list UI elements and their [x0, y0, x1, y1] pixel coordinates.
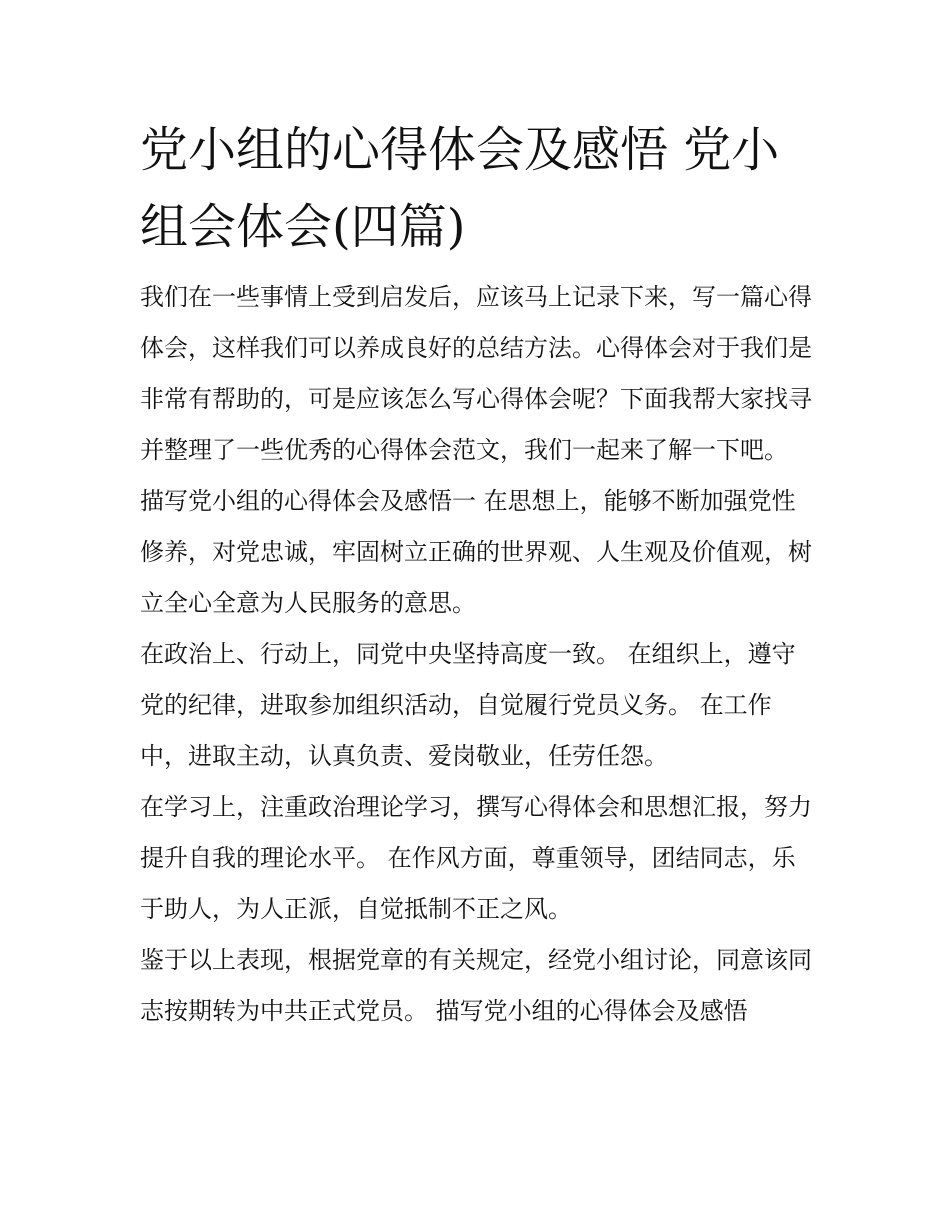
- document-title: 党小组的心得体会及感悟 党小组会体会(四篇): [140, 122, 780, 255]
- paragraph-study: 在学习上，注重政治理论学习，撰写心得体会和思想汇报，努力提升自我的理论水平。 在作风方面，尊重领导，团结同志，乐于助人，为人正派，自觉抵制不正之风。: [140, 793, 812, 923]
- paragraph-thought: 描写党小组的心得体会及感悟一 在思想上，能够不断加强党性修养，对党忠诚，牢固树立正确的世界观、人生观及价值观，树立全心全意为人民服务的意思。: [140, 487, 812, 617]
- paragraph-conclusion: 鉴于以上表现，根据党章的有关规定，经党小组讨论，同意该同志按期转为中共正式党员。 描写党小组的心得体会及感悟: [140, 946, 812, 1025]
- paragraph-intro: 我们在一些事情上受到启发后，应该马上记录下来，写一篇心得体会，这样我们可以养成良好的总结方法。心得体会对于我们是非常有帮助的，可是应该怎么写心得体会呢？下面我帮大家找寻并整理了一些优秀的心得体会范文，我们一起来了解一下吧。: [140, 283, 812, 464]
- document-page: [140, 112, 812, 1037]
- paragraph-politics: 在政治上、行动上，同党中央坚持高度一致。 在组织上，遵守党的纪律，进取参加组织活动，自觉履行党员义务。 在工作中，进取主动，认真负责、爱岗敬业，任劳任怨。: [140, 640, 796, 770]
